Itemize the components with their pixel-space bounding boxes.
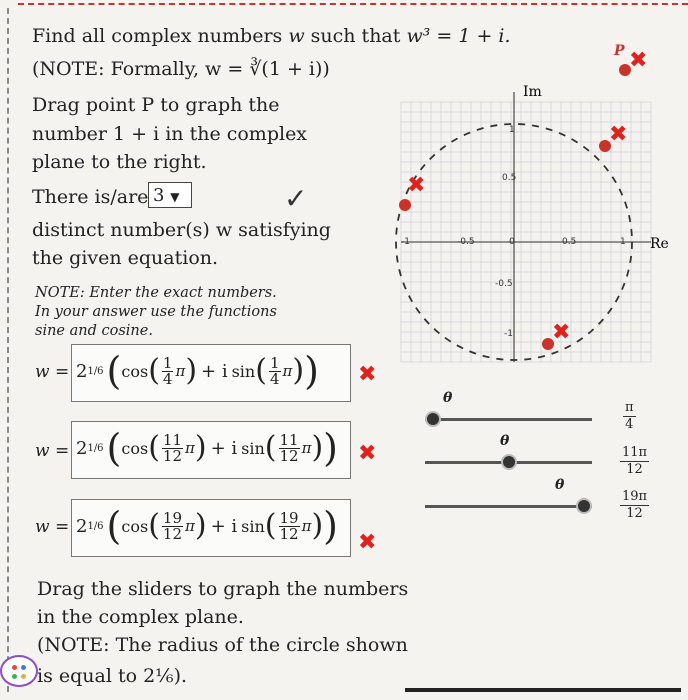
drag-line-1: Drag point P to graph the	[32, 94, 280, 116]
slider-1-track[interactable]	[425, 418, 592, 421]
answer-3-cos: cos	[121, 516, 149, 536]
answer-1-plus-i: + i	[201, 360, 228, 382]
answer-3-pi-cos: π	[185, 517, 195, 535]
answer-3-fraction-sin	[279, 508, 300, 543]
root-3-marker[interactable]	[542, 320, 570, 350]
svg-text:✖: ✖	[629, 48, 648, 73]
problem-suffix: such that	[310, 25, 401, 47]
bottom-scrollbar[interactable]	[405, 688, 681, 692]
tick-y-neg1: -1	[504, 329, 513, 339]
answer-1-input[interactable]	[71, 344, 351, 402]
answer-1-num-cos: 1	[162, 353, 173, 372]
svg-text:✖: ✖	[552, 320, 571, 345]
slider-3-value-den: 12	[626, 506, 643, 521]
answer-3-num-sin: 19	[279, 508, 299, 527]
answer-1-fraction-sin	[269, 353, 281, 388]
slider-2-knob[interactable]	[501, 454, 517, 470]
slider-1-symbol: θ	[443, 390, 453, 406]
answer-3-den-cos: 12	[162, 524, 182, 543]
slider-2-value-den: 12	[626, 462, 643, 477]
slider-1-value	[623, 400, 636, 433]
answer-3-den-sin: 12	[279, 524, 299, 543]
slider-3-symbol: θ	[555, 477, 565, 493]
answer-1-base: 2	[76, 360, 88, 382]
answer-1-sin: sin	[231, 361, 256, 381]
answer-2-incorrect-icon: ✖	[358, 441, 377, 466]
assistant-bubble-icon[interactable]	[0, 655, 38, 687]
slider-2-value	[620, 445, 649, 478]
answer-2-den-sin: 12	[279, 446, 299, 465]
slider-1-value-num: π	[625, 400, 634, 415]
answer-3-pi-sin: π	[301, 517, 312, 535]
answer-2-label: w =	[35, 441, 70, 461]
tick-x-neg05: -0.5	[457, 237, 475, 247]
answer-2-pi-sin: π	[301, 439, 312, 457]
answer-2-den-cos: 12	[162, 446, 182, 465]
count-prefix: There is/are	[32, 186, 149, 208]
answer-3-plus-i: + i	[210, 515, 238, 537]
complex-plane-graph	[385, 30, 685, 375]
answer-3-fraction-cos	[162, 508, 183, 543]
count-suffix-2: the given equation.	[32, 247, 219, 269]
problem-line-2: (NOTE: Formally, w = ∛(1 + i))	[32, 58, 330, 80]
problem-equation: w³ = 1 + i.	[406, 25, 511, 47]
answer-1-num-sin: 1	[269, 353, 280, 372]
slider-3-value-num: 19π	[622, 489, 648, 504]
answer-1-den-cos: 4	[162, 369, 173, 388]
drag-line-3: plane to the right.	[32, 151, 207, 173]
slider-instructions-1: Drag the sliders to graph the numbers	[37, 578, 409, 600]
answer-2-base: 2	[76, 437, 88, 459]
point-p-label: P	[614, 43, 625, 59]
root-1-marker[interactable]	[599, 122, 627, 152]
answer-2-cos: cos	[121, 438, 149, 458]
slider-3-track[interactable]	[425, 505, 592, 508]
answer-2-num-cos: 11	[162, 430, 182, 449]
slider-instructions-2: in the complex plane.	[37, 606, 244, 628]
axis-re-label: Re	[650, 236, 669, 252]
answer-1-label: w =	[35, 362, 70, 382]
point-p[interactable]	[613, 43, 647, 76]
answer-1-fraction-cos	[162, 353, 174, 388]
answer-3-expression: 2 1/6 ( cos ( $\frac{19}{12}$ π ) + i sin ( $\frac{19}{12}$ π ) )	[76, 504, 338, 548]
tick-y-05: 0.5	[502, 173, 517, 183]
chevron-down-icon: ▼	[170, 190, 180, 204]
slider-3-value	[620, 489, 649, 522]
answer-2-fraction-sin	[279, 430, 300, 465]
slider-1-knob[interactable]	[425, 411, 441, 427]
tick-x-0: 0	[509, 237, 515, 247]
answer-2-fraction-cos	[162, 430, 183, 465]
tick-x-neg1: -1	[401, 237, 410, 247]
tick-x-1: 1	[620, 237, 626, 247]
check-icon: ✓	[284, 182, 308, 215]
note-line-1: NOTE: Enter the exact numbers.	[35, 285, 277, 301]
slider-3-knob[interactable]	[576, 498, 592, 514]
tick-y-1: 1	[509, 125, 515, 135]
answer-1-expression: 2 1/6 ( cos ( $\frac{1}{4}$ π ) + i sin ( $\frac{1}{4}$ π ) )	[76, 349, 319, 393]
drag-line-2: number 1 + i in the complex	[32, 123, 308, 145]
answer-3-base: 2	[76, 515, 88, 537]
axis-im-label: Im	[523, 84, 542, 100]
answer-3-num-cos: 19	[162, 508, 182, 527]
answer-2-exponent: 1/6	[87, 442, 104, 454]
count-suffix-1: distinct number(s) w satisfying	[32, 219, 331, 241]
top-dashed-border	[18, 3, 688, 5]
answer-2-num-sin: 11	[279, 430, 299, 449]
answer-2-plus-i: + i	[210, 437, 238, 459]
slider-instructions-4: is equal to 2⅙).	[37, 665, 188, 687]
answer-1-cos: cos	[121, 361, 149, 381]
answer-1-den-sin: 4	[269, 369, 280, 388]
answer-1-exponent: 1/6	[87, 365, 104, 377]
answer-3-input[interactable]	[71, 499, 351, 557]
note-line-3: sine and cosine.	[35, 323, 153, 339]
answer-1-pi-sin: π	[282, 362, 293, 380]
answer-3-exponent: 1/6	[87, 520, 104, 532]
slider-instructions-3: (NOTE: The radius of the circle shown	[37, 634, 408, 656]
count-select[interactable]	[148, 182, 192, 208]
answer-3-incorrect-icon: ✖	[358, 530, 377, 555]
answer-2-input[interactable]	[71, 421, 351, 479]
problem-prefix: Find all complex numbers	[32, 25, 283, 47]
answer-1-pi-cos: π	[175, 362, 186, 380]
answer-2-expression: 2 1/6 ( cos ( $\frac{11}{12}$ π ) + i sin ( $\frac{11}{12}$ π ) )	[76, 426, 338, 470]
slider-2-value-num: 11π	[622, 445, 648, 460]
answer-3-sin: sin	[241, 516, 265, 536]
answer-1-incorrect-icon: ✖	[358, 362, 377, 387]
svg-text:✖: ✖	[609, 122, 628, 147]
tick-y-neg05: -0.5	[495, 279, 513, 289]
count-select-value: 3	[153, 185, 165, 206]
slider-1-value-den: 4	[625, 417, 634, 432]
left-dashed-border	[7, 8, 9, 692]
problem-var: w	[288, 25, 305, 47]
answer-3-label: w =	[35, 517, 70, 537]
answer-2-sin: sin	[241, 438, 265, 458]
answer-2-pi-cos: π	[185, 439, 195, 457]
svg-text:✖: ✖	[407, 173, 426, 198]
slider-2-symbol: θ	[500, 433, 510, 449]
tick-x-05: 0.5	[562, 237, 577, 247]
note-line-2: In your answer use the functions	[35, 304, 277, 320]
